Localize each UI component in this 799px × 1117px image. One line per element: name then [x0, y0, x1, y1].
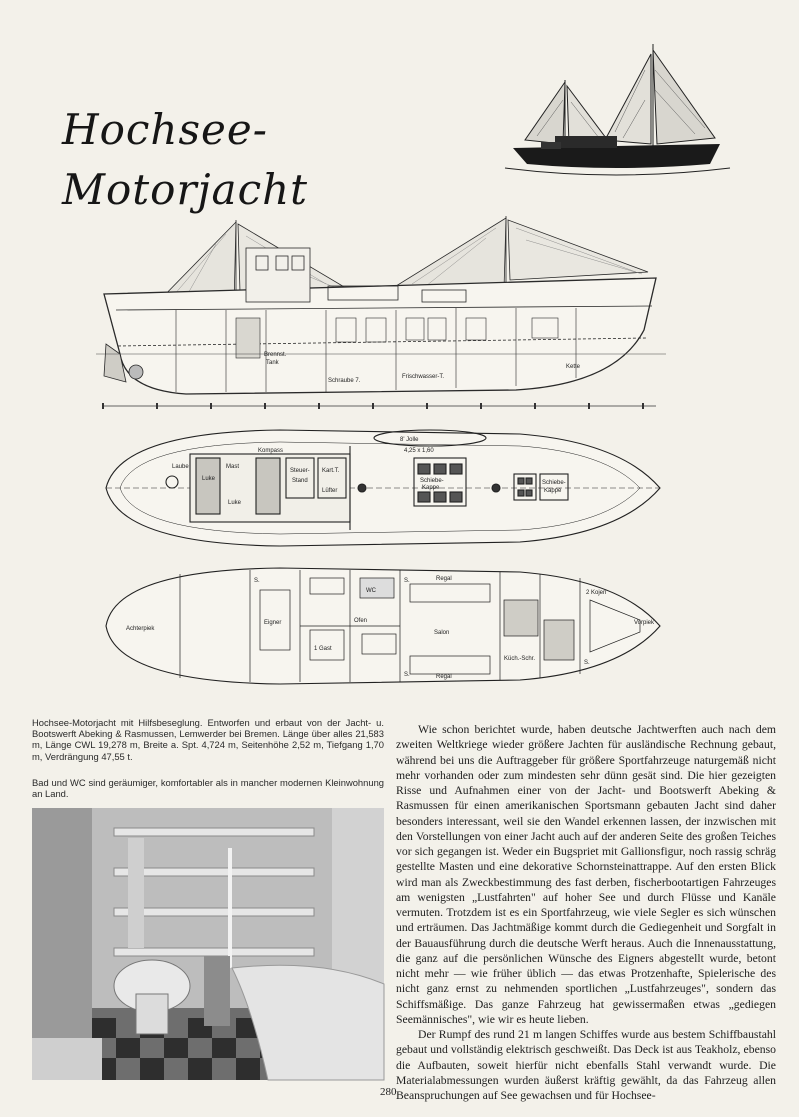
- label-laube: Laube: [172, 464, 189, 470]
- label-regal-2: Regal: [436, 674, 452, 680]
- page-number: 280: [380, 1086, 397, 1098]
- label-ofen: Ofen: [354, 618, 368, 624]
- label-s3: S.: [404, 672, 410, 678]
- bathroom-photo: [32, 808, 384, 1080]
- label-kompass: Kompass: [258, 448, 284, 454]
- label-gast: 1 Gast: [314, 646, 332, 652]
- label-salon: Salon: [434, 630, 450, 636]
- label-brennstoff-tank: Tank: [266, 360, 279, 366]
- deck-plan-drawing: [100, 422, 665, 554]
- label-frischwasser: Frischwasser-T.: [402, 374, 445, 380]
- label-schiebekappe-3: Schiebe-: [542, 480, 566, 486]
- bathroom-caption: Bad und WC sind geräumiger, komfortabler als in mancher modernen Kleinwohnung an Land.: [32, 777, 384, 800]
- label-wc: WC: [366, 588, 376, 594]
- label-eigner: Eigner: [264, 620, 282, 626]
- yacht-sketch: [505, 40, 730, 180]
- article-body: [396, 722, 776, 1102]
- label-regal: Regal: [436, 576, 452, 582]
- label-steuerstand-2: Stand: [292, 478, 308, 484]
- yacht-caption: Hochsee-Motorjacht mit Hilfsbeseglung. Entworfen und erbaut von der Jacht- u. Bootswerft Abeking & Rasmussen, Lemwerder bei Bremen. Länge über alles 21,583 m, Länge CWL 19,278 m, Breite a. Spt. 4,724 m, Seitenhöhe 2,52 m, Tiefgang 1,70 m, Verdrängung 47,55 t.: [32, 717, 384, 762]
- label-s1: S.: [254, 578, 260, 584]
- label-brennstoff: Brennst.: [264, 352, 287, 358]
- label-schiebekappe: Schiebe-: [420, 478, 444, 484]
- profile-drawing: [96, 214, 666, 414]
- label-schiebekappe-2: Kappe: [422, 485, 440, 491]
- label-s2: S.: [404, 578, 410, 584]
- label-mast: Mast: [226, 464, 240, 470]
- article-paragraph: Der Rumpf des rund 21 m langen Schiffes wurde aus bestem Schiffbaustahl gebaut und vollständig elektrisch geschweißt. Das Deck ist aus Teakholz, ebenso die Aufbauten, soweit hierfür nicht ebenfalls Stahl verwandt wurde. Die Materialabmessungen wurden äußerst kräftig gewählt, da das Fahrzeug allen Beanspruchungen auf See gewachsen und für Hochsee-: [396, 1028, 776, 1102]
- label-jolle: 8' Jolle: [400, 437, 419, 443]
- label-schiebekappe-4: Kappe: [544, 488, 562, 494]
- article-paragraph: Wie schon berichtet wurde, haben deutsche Jachtwerften auch nach dem zweiten Weltkriege wieder größere Jachten für ausländische Rechnung gebaut, während bei uns die Auftraggeber für größere Sportfahrzeuge naturgemäß nicht mehr vorhanden oder zum mindesten sehr dünn gesät sind. Die hier gezeigten Risse und Aufnahmen einer von der Jacht- und Bootswerft Abeking & Rasmussen für einen amerikanischen Sportsmann gebauten Jacht sind daher besonders interessant, weil sie den Wandel erkennen lassen, der inzwischen mit den Vorstellungen von einer Jacht auch auf der anderen Seite des großen Teiches vor sich gegangen ist. Weder ein Bugspriet mit Gallionsfigur, noch rassig schräg gestellte Masten und eine dekorative Schornsteinattrappe. Auf den ersten Blick wird man als Zweckbestimmung des fast derben, fischerbootartigen Fahrzeuges am wenigsten „Lustfahrten" auf hoher See und durch Flüsse und Kanäle vermuten. Trotzdem ist es ein Sportfahrzeug, wie viele Segler es sich wünschen und erträumen. Das Jachtmäßige kommt durch die Gediegenheit und Sorgfalt in der Bauausführung durch die deutsche Werft heraus. Auch die Innenausstattung, die ganz auf die persönlichen Wünsche des Eigners abgestellt wurde, betont nicht mehr — wie früher üblich — das etwas Protzenhafte, Spielerische des nicht ganz ernst zu nehmenden sportlichen „Lustfahrzeuges", sondern das Schiffsmäßige. Das ganze Fahrzeug hat gewissermaßen etwas „gediegen Seemännisches", wie wir es heute lieben.: [396, 723, 776, 1026]
- label-luke: Luke: [202, 476, 216, 482]
- label-luke-2: Luke: [228, 500, 242, 506]
- label-s4: S.: [584, 660, 590, 666]
- label-kuechenschrank: Küch.-Schr.: [504, 656, 536, 662]
- label-jolle-dim: 4,25 x 1,60: [404, 448, 434, 454]
- label-vorpiek: Vorpiek: [634, 620, 655, 626]
- label-steuerstand: Steuer-: [290, 468, 310, 474]
- label-achterpiek: Achterpiek: [126, 626, 155, 632]
- label-luefter: Lüfter: [322, 488, 338, 494]
- page-title: Hochsee-Motorjacht: [62, 105, 309, 214]
- label-kojen: 2 Kojen: [586, 590, 607, 596]
- label-kartentisch: Kart.T.: [322, 468, 340, 474]
- interior-plan-drawing: [100, 560, 665, 692]
- label-kette: Kette: [566, 364, 581, 370]
- label-schraube: Schraube 7.: [328, 378, 361, 384]
